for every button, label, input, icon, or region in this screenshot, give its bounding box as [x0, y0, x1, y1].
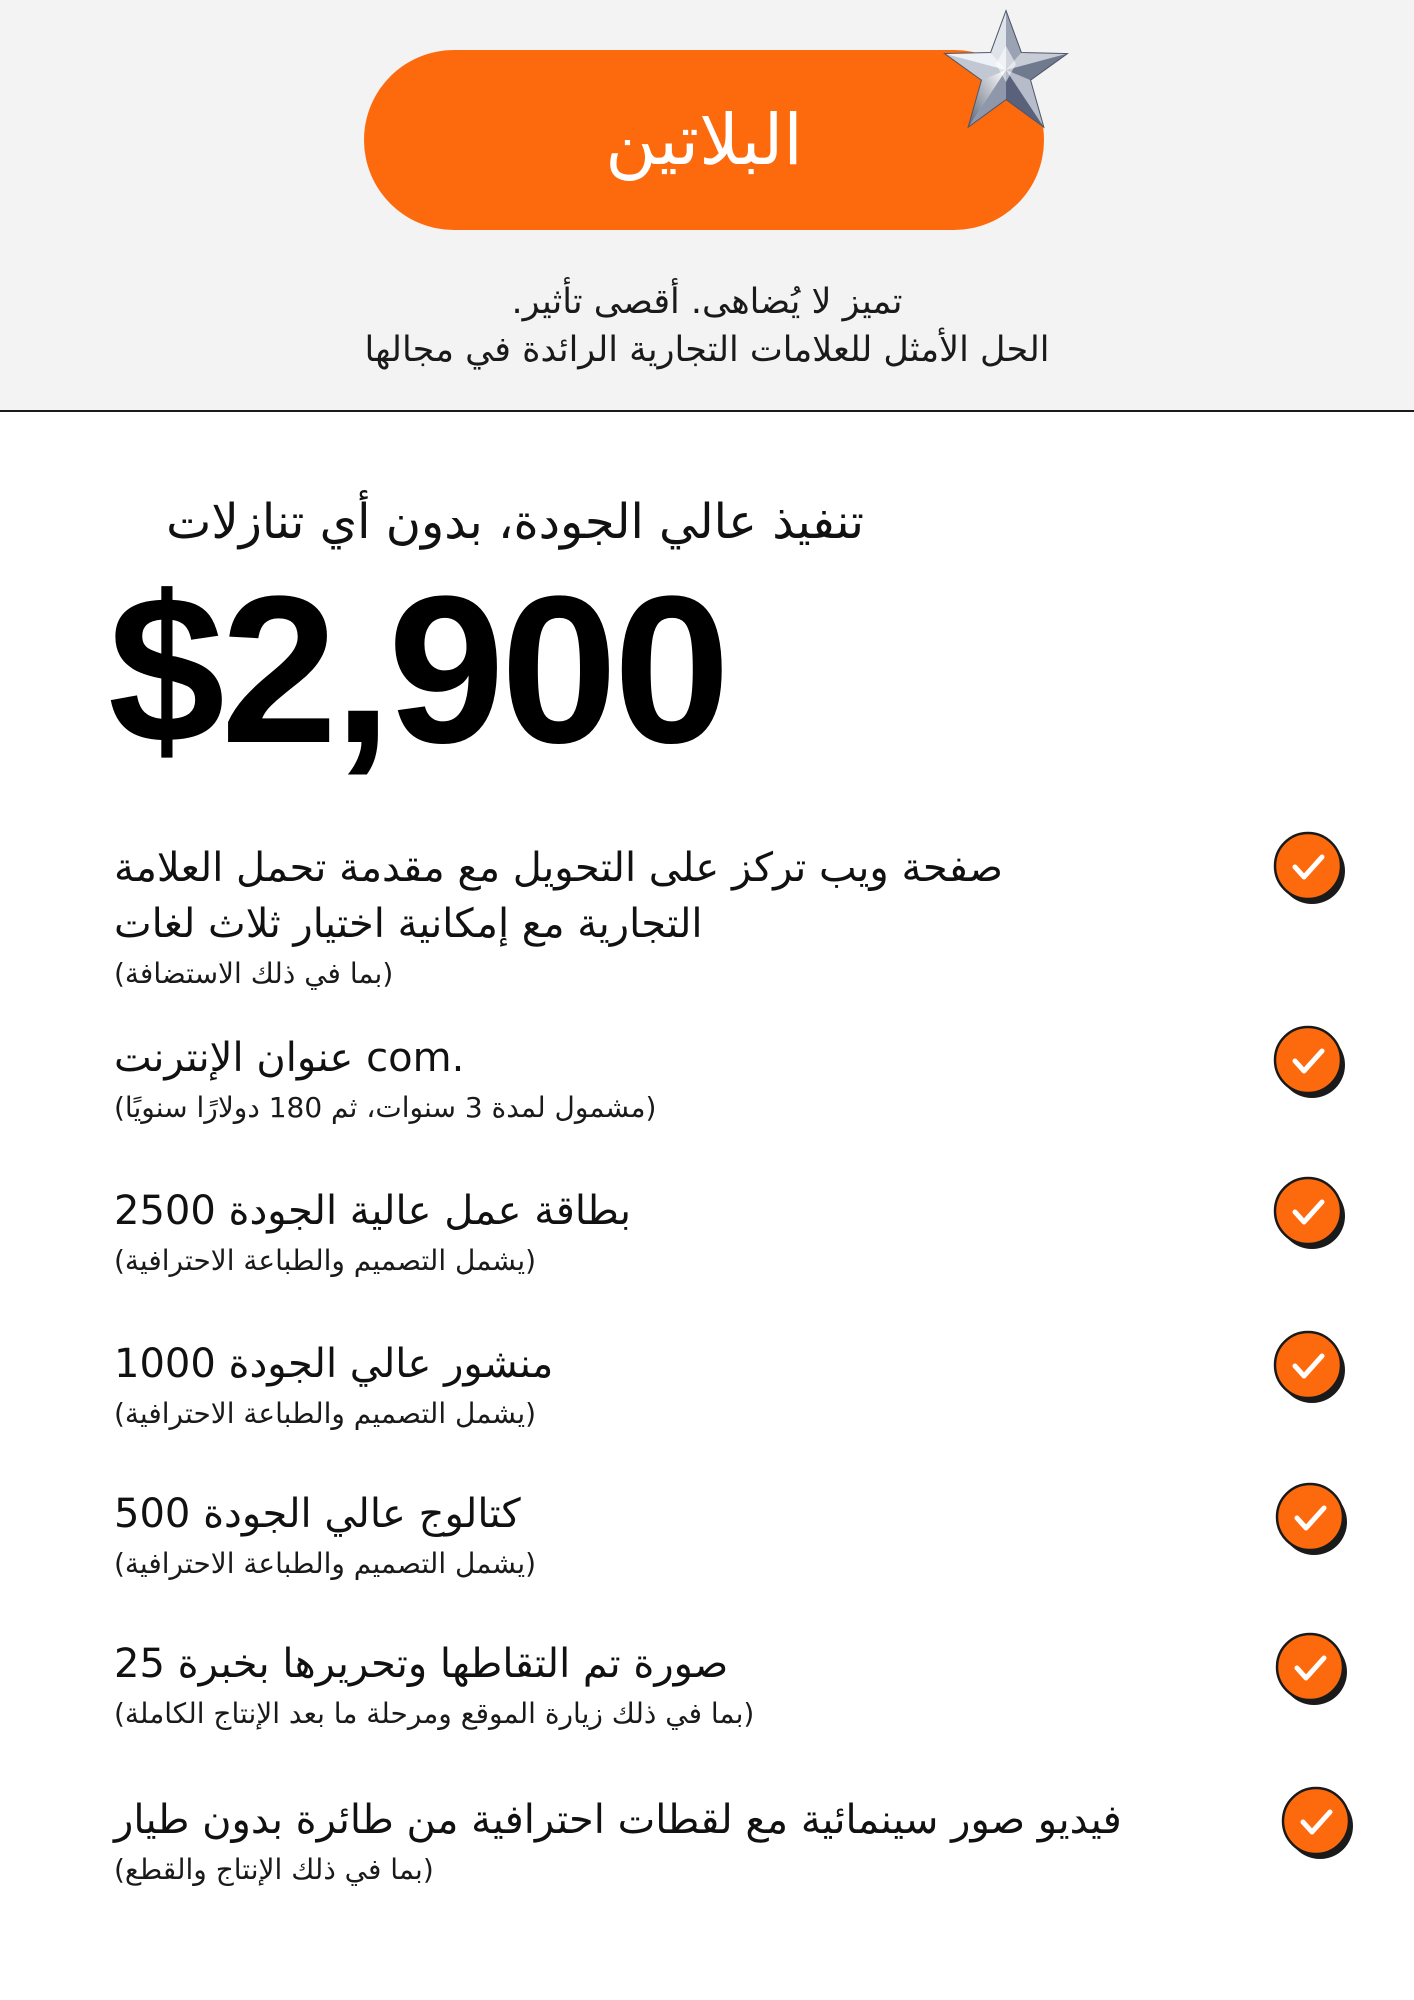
check-icon: [1275, 1482, 1349, 1556]
feature-item: [114, 1792, 1122, 1892]
feature-item: [114, 840, 1074, 996]
pricing-subtitle: تنفيذ عالي الجودة، بدون أي تنازلات: [166, 494, 864, 550]
feature-note: (يشمل التصميم والطباعة الاحترافية): [114, 1547, 537, 1580]
feature-title: بطاقة عمل عالية الجودة 2500: [114, 1188, 631, 1234]
feature-item: [114, 1183, 631, 1283]
feature-note: (يشمل التصميم والطباعة الاحترافية): [114, 1244, 537, 1277]
check-icon: [1273, 1330, 1347, 1404]
feature-note: (بما في ذلك الإنتاج والقطع): [114, 1853, 434, 1886]
feature-item: [114, 1030, 656, 1130]
feature-note: (يشمل التصميم والطباعة الاحترافية): [114, 1397, 537, 1430]
check-icon: [1273, 831, 1347, 905]
feature-title: صفحة ويب تركز على التحويل مع مقدمة تحمل العلامة التجارية مع إمكانية اختيار ثلاث لغات: [114, 845, 1003, 947]
feature-note: (بما في ذلك زيارة الموقع ومرحلة ما بعد الإنتاج الكاملة): [114, 1697, 755, 1730]
price-amount: $2,900: [108, 552, 727, 787]
plan-tagline: [0, 278, 1414, 374]
feature-title: منشور عالي الجودة 1000: [114, 1341, 554, 1387]
check-icon: [1273, 1176, 1347, 1250]
plan-header: [0, 0, 1414, 412]
star-icon: [942, 8, 1070, 132]
feature-title: .com عنوان الإنترنت: [114, 1035, 465, 1081]
tagline-line-2: الحل الأمثل للعلامات التجارية الرائدة في مجالها: [364, 330, 1050, 370]
feature-title: صورة تم التقاطها وتحريرها بخبرة 25: [114, 1641, 729, 1687]
check-icon: [1273, 1025, 1347, 1099]
feature-item: [114, 1336, 553, 1436]
plan-name: البلاتين: [605, 99, 803, 181]
feature-title: كتالوج عالي الجودة 500: [114, 1491, 521, 1537]
check-icon: [1275, 1632, 1349, 1706]
feature-item: [114, 1486, 536, 1586]
check-icon: [1281, 1786, 1355, 1860]
feature-title: فيديو صور سينمائية مع لقطات احترافية من طائرة بدون طيار: [114, 1797, 1122, 1843]
tagline-line-1: .تميز لا يُضاهى. أقصى تأثير: [511, 282, 903, 322]
feature-item: [114, 1636, 754, 1736]
feature-note: (مشمول لمدة 3 سنوات، ثم 180 دولارًا سنويًا): [114, 1091, 657, 1124]
feature-note: (بما في ذلك الاستضافة): [114, 957, 394, 990]
